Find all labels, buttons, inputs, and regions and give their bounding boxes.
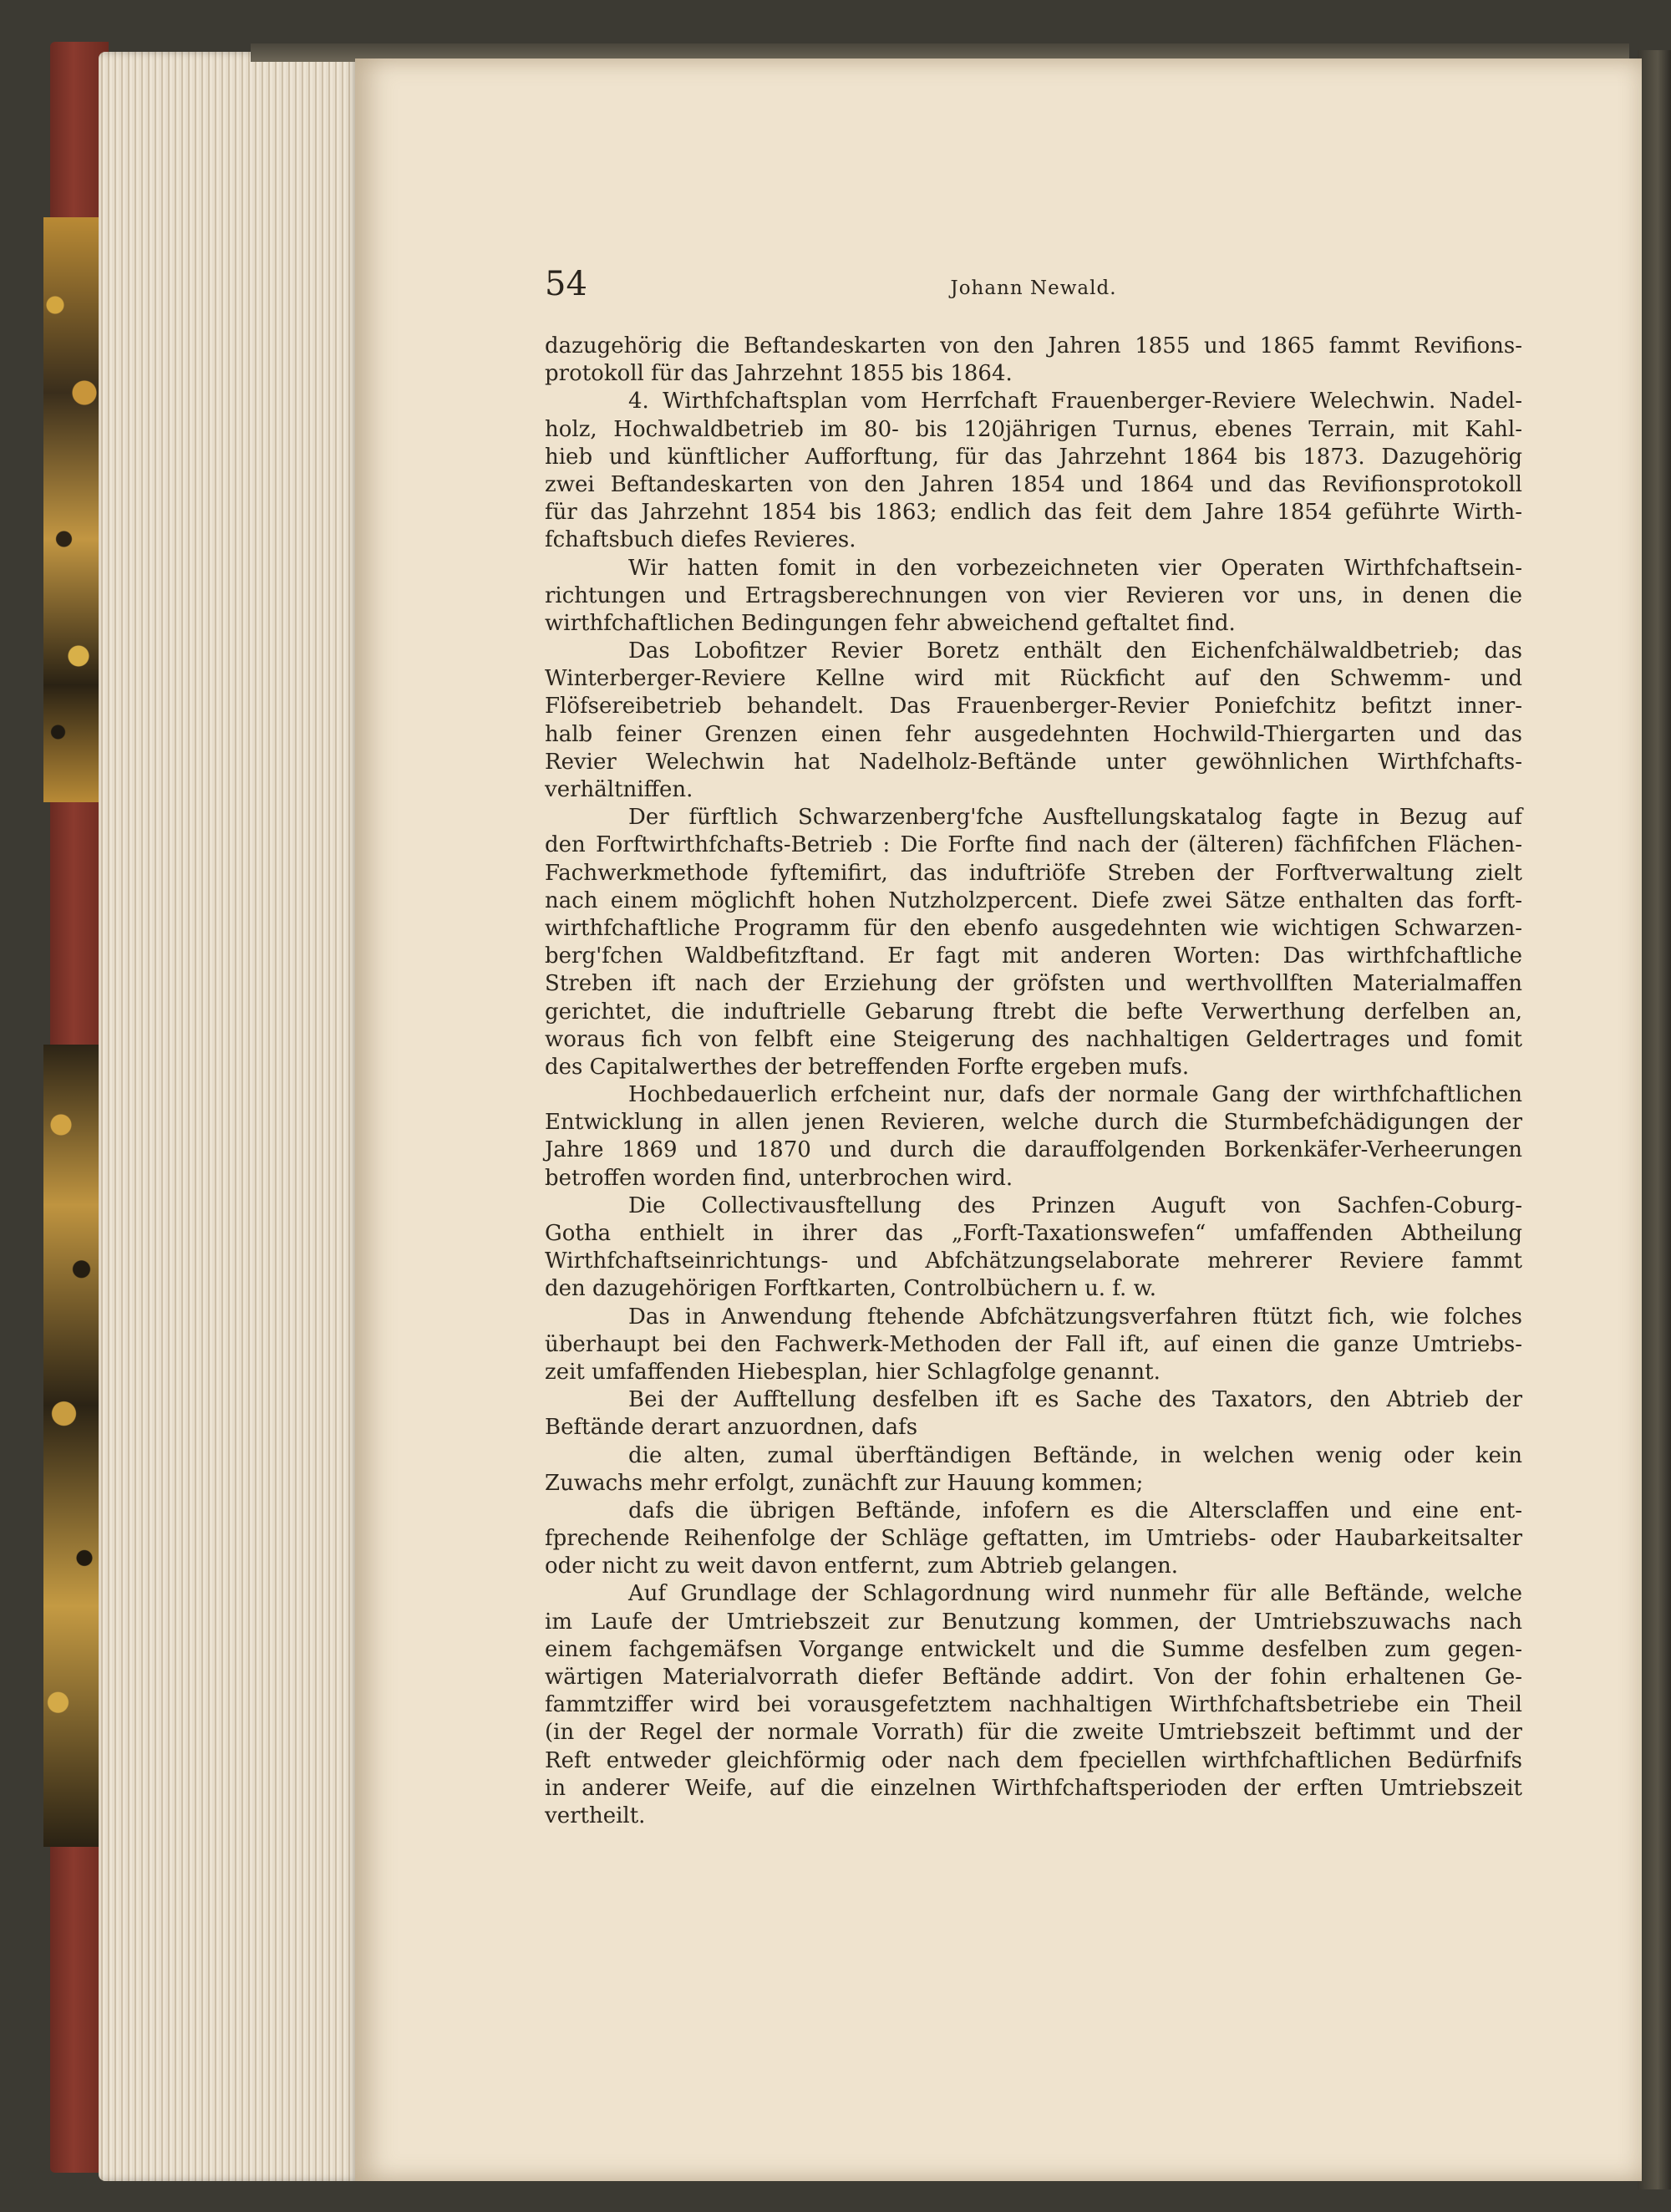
text-line: gerichtet, die induftrielle Gebarung ftrebt die befte Verwerthung derfelben an, xyxy=(545,999,1522,1025)
text-line: Bei der Aufftellung desfelben ift es Sache des Taxators, den Abtrieb der xyxy=(628,1387,1522,1413)
paragraph xyxy=(545,388,1522,554)
text-line: zeit umfaffenden Hiebesplan, hier Schlagfolge genannt. xyxy=(545,1359,1161,1385)
text-line: fchaftsbuch diefes Revieres. xyxy=(545,527,856,553)
paragraph xyxy=(545,1498,1522,1581)
text-line: Beftände derart anzuordnen, dafs xyxy=(545,1415,918,1441)
paragraph xyxy=(545,555,1522,638)
text-line: in anderer Weife, auf die einzelnen Wirthfchaftsperioden der erften Umtriebszeit xyxy=(545,1775,1522,1801)
text-line: dafs die übrigen Beftände, infofern es die Altersclaffen und eine ent- xyxy=(628,1498,1522,1523)
text-line: Hochbedauerlich erfcheint nur, dafs der normale Gang der wirthfchaftlichen xyxy=(628,1082,1522,1108)
text-line: oder nicht zu weit davon entfernt, zum Abtrieb gelangen. xyxy=(545,1553,1178,1579)
facing-page-edge xyxy=(1638,50,1671,2189)
text-line: des Capitalwerthes der betreffenden Forfte ergeben mufs. xyxy=(545,1054,1190,1080)
text-line: Die Collectivausftellung des Prinzen Auguft von Sachfen-Coburg- xyxy=(628,1192,1522,1218)
paragraph xyxy=(545,1442,1522,1498)
text-line: Flöfsereibetrieb behandelt. Das Frauenberger-Revier Poniefchitz befitzt inner- xyxy=(545,694,1522,720)
text-line: halb feiner Grenzen einen fehr ausgedehnten Hochwild-Thiergarten und das xyxy=(545,721,1522,747)
text-line: zwei Beftandeskarten von den Jahren 1854 und 1864 und das Revifionsprotokoll xyxy=(545,471,1522,497)
text-line: hieb und künftlicher Aufforftung, für das Jahrzehnt 1864 bis 1873. Dazugehörig xyxy=(545,444,1522,470)
paragraph xyxy=(545,333,1522,388)
text-line: 4. Wirthfchaftsplan vom Herrfchaft Frauenberger-Reviere Welechwin. Nadel- xyxy=(628,389,1522,414)
text-line: Winterberger-Reviere Kellne wird mit Rückficht auf den Schwemm- und xyxy=(545,666,1522,692)
text-line: wärtigen Materialvorrath diefer Beftände addirt. Von der fohin erhaltenen Ge- xyxy=(545,1665,1522,1690)
paragraph xyxy=(545,1192,1522,1304)
text-line: verhältniffen. xyxy=(545,777,693,802)
text-line: fprechende Reihenfolge der Schläge geftatten, im Umtriebs- oder Haubarkeitsalter xyxy=(545,1526,1522,1552)
text-line: den dazugehörigen Forftkarten, Controlbüchern u. f. w. xyxy=(545,1276,1156,1302)
text-line: die alten, zumal überftändigen Beftände, in welchen wenig oder kein xyxy=(628,1442,1522,1468)
text-line: Auf Grundlage der Schlagordnung wird nunmehr für alle Beftände, welche xyxy=(628,1581,1522,1607)
text-line: Das Lobofitzer Revier Boretz enthält den Eichenfchälwaldbetrieb; das xyxy=(628,638,1522,664)
text-line: woraus fich von felbft eine Steigerung des nachhaltigen Geldertrages und fomit xyxy=(545,1026,1522,1052)
paragraph xyxy=(545,804,1522,1081)
marbled-endpaper-lower xyxy=(43,1045,102,1847)
text-line: Reft entweder gleichförmig oder nach dem fpeciellen wirthfchaftlichen Bedürfnifs xyxy=(545,1747,1522,1773)
text-line: Wir hatten fomit in den vorbezeichneten vier Operaten Wirthfchaftsein- xyxy=(628,555,1522,581)
text-line: holz, Hochwaldbetrieb im 80- bis 120jährigen Turnus, ebenes Terrain, mit Kahl- xyxy=(545,416,1522,442)
text-line: richtungen und Ertragsberechnungen von vier Revieren vor uns, in denen die xyxy=(545,582,1522,608)
text-line: Gotha enthielt in ihrer das „Forft-Taxationswefen“ umfaffenden Abtheilung xyxy=(545,1221,1522,1246)
paragraph xyxy=(545,638,1522,804)
text-line: für das Jahrzehnt 1854 bis 1863; endlich das feit dem Jahre 1854 geführte Wirth- xyxy=(545,500,1522,526)
text-line: Der fürftlich Schwarzenberg'fche Ausftellungskatalog fagte in Bezug auf xyxy=(628,805,1522,831)
page-header xyxy=(545,266,1522,316)
text-line: Wirthfchaftseinrichtungs- und Abfchätzungselaborate mehrerer Reviere fammt xyxy=(545,1248,1522,1274)
paragraph xyxy=(545,1580,1522,1830)
running-head: Johann Newald. xyxy=(950,277,1117,299)
body-text xyxy=(545,333,1522,1830)
text-line: wirthfchaftliche Programm für den ebenfo ausgedehnten wie wichtigen Schwarzen- xyxy=(545,915,1522,941)
text-line: Zuwachs mehr erfolgt, zunächft zur Hauung kommen; xyxy=(545,1470,1144,1496)
text-line: nach einem möglichft hohen Nutzholzpercent. Diefe zwei Sätze enthalten das forft- xyxy=(545,887,1522,913)
text-line: betroffen worden find, unterbrochen wird. xyxy=(545,1165,1013,1191)
page-number: 54 xyxy=(545,265,587,303)
text-line: dazugehörig die Beftandeskarten von den Jahren 1855 und 1865 fammt Revifions- xyxy=(545,333,1522,358)
text-line: im Laufe der Umtriebszeit zur Benutzung kommen, der Umtriebszuwachs nach xyxy=(545,1609,1522,1635)
text-line: Jahre 1869 und 1870 und durch die darauffolgenden Borkenkäfer-Verheerungen xyxy=(545,1137,1522,1163)
page-stack-edge xyxy=(99,52,359,2181)
text-line: überhaupt bei den Fachwerk-Methoden der Fall ift, auf einen die ganze Umtriebs- xyxy=(545,1331,1522,1357)
text-line: Entwicklung in allen jenen Revieren, welche durch die Sturmbefchädigungen der xyxy=(545,1110,1522,1136)
paragraph xyxy=(545,1081,1522,1192)
text-line: Fachwerkmethode fyftemifirt, das induftriöfe Streben der Forftverwaltung zielt xyxy=(545,860,1522,886)
text-line: Streben ift nach der Erziehung der gröfsten und werthvollften Materialmaffen xyxy=(545,971,1522,997)
paragraph xyxy=(545,1304,1522,1387)
text-line: fammtziffer wird bei vorausgefetztem nachhaltigen Wirthfchaftsbetriebe ein Theil xyxy=(545,1692,1522,1718)
text-line: protokoll für das Jahrzehnt 1855 bis 1864. xyxy=(545,361,1013,387)
text-line: wirthfchaftlichen Bedingungen fehr abweichend geftaltet find. xyxy=(545,610,1236,636)
text-line: den Forftwirthfchafts-Betrieb : Die Forfte find nach der (älteren) fächfifchen Flächen- xyxy=(545,832,1522,858)
marbled-endpaper-upper xyxy=(43,217,102,802)
paragraph xyxy=(545,1386,1522,1442)
text-line: (in der Regel der normale Vorrath) für die zweite Umtriebszeit beftimmt und der xyxy=(545,1720,1522,1746)
text-line: Revier Welechwin hat Nadelholz-Beftände unter gewöhnlichen Wirthfchafts- xyxy=(545,749,1522,775)
text-line: einem fachgemäfsen Vorgange entwickelt und die Summe desfelben zum gegen- xyxy=(545,1636,1522,1662)
text-line: berg'fchen Waldbefitzftand. Er fagt mit anderen Worten: Das wirthfchaftliche xyxy=(545,943,1522,969)
text-line: vertheilt. xyxy=(545,1803,646,1828)
text-line: Das in Anwendung ftehende Abfchätzungsverfahren ftützt fich, wie folches xyxy=(628,1304,1522,1330)
